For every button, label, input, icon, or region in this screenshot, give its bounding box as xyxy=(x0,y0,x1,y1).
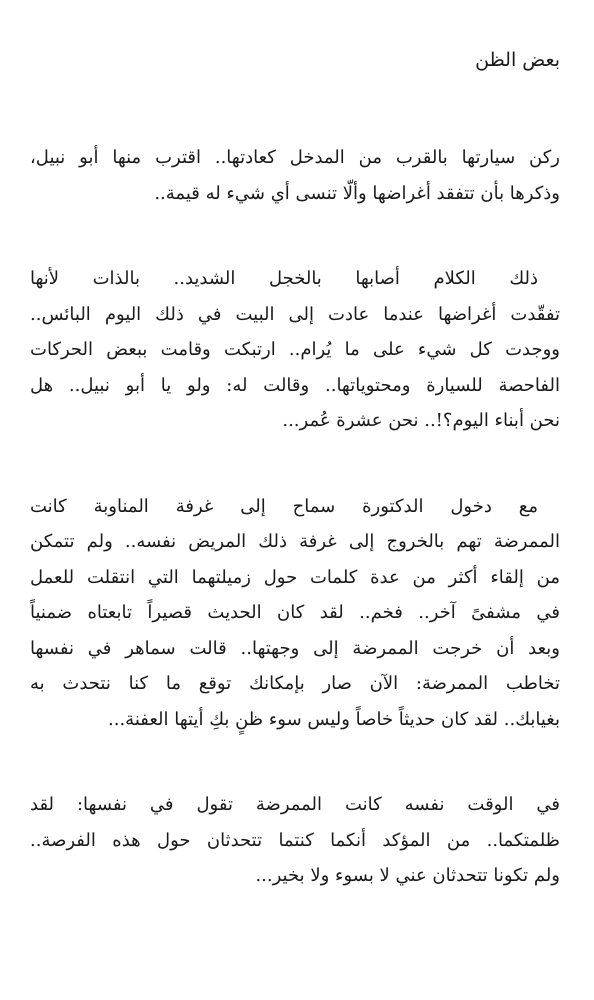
paragraph-line: الممرضة تهم بالخروج إلى غرفة ذلك المريض نفسه.. ولم تتمكن xyxy=(30,531,560,552)
spacer xyxy=(30,80,560,140)
paragraph-line: وذكرها بأن تتفقد أغراضها وألّا تنسى أي شيء له قيمة.. xyxy=(154,182,560,204)
paragraph-line: في مشفىً آخر.. فخم.. لقد كان الحديث قصيراً تابعتاه ضمنياً xyxy=(30,602,560,623)
paragraph-line: نحن أبناء اليوم؟!.. نحن عشرة عُمر... xyxy=(282,410,560,431)
paragraph-line: من إلقاء أكثر من عدة كلمات حول زميلتهما التي انتقلت للعمل xyxy=(30,566,560,588)
paragraph-2 xyxy=(30,261,560,439)
paragraph-4 xyxy=(30,787,560,894)
spacer xyxy=(30,439,560,489)
paragraph-line: ركن سيارتها بالقرب من المدخل كعادتها.. اقترب منها أبو نبيل، xyxy=(30,147,560,168)
paragraph-line: مع دخول الدكتورة سماح إلى غرفة المناوبة كانت xyxy=(30,495,538,517)
paragraph-line: ذلك الكلام أصابها بالخجل الشديد.. بالذات لأنها xyxy=(30,268,538,289)
spacer xyxy=(30,211,560,261)
paragraph-line: الفاحصة للسيارة ومحتوياتها.. وقالت له: ولو يا أبو نبيل.. هل xyxy=(30,374,560,396)
paragraph-line: بغيابك.. لقد كان حديثاً خاصاً وليس سوء ظنٍ بكِ أيتها العفنة... xyxy=(108,708,560,730)
spacer xyxy=(30,737,560,787)
document-title: بعض الظن xyxy=(475,49,560,71)
paragraph-line: ووجدت كل شيء على ما يُرام.. ارتبكت وقامت ببعض الحركات xyxy=(30,339,560,360)
paragraph-line: في الوقت نفسه كانت الممرضة تقول في نفسها: لقد xyxy=(30,794,560,815)
paragraph-line: ولم تكونا تتحدثان عني لا بسوء ولا بخير... xyxy=(255,865,560,886)
paragraph-line: تفقّدت أغراضها عندما عادت إلى البيت في ذلك اليوم البائس.. xyxy=(30,303,560,325)
paragraph-line: تخاطب الممرضة: الآن صار بإمكانك توقع ما كنا نتحدث به xyxy=(30,673,560,694)
paragraph-3 xyxy=(30,489,560,738)
paragraph-1 xyxy=(30,140,560,211)
paragraph-line: وبعد أن خرجت الممرضة إلى وجهتها.. قالت سماهر في نفسها xyxy=(30,637,560,659)
paragraph-line: ظلمتكما.. من المؤكد أنكما كنتما تتحدثان حول هذه الفرصة.. xyxy=(30,829,560,851)
